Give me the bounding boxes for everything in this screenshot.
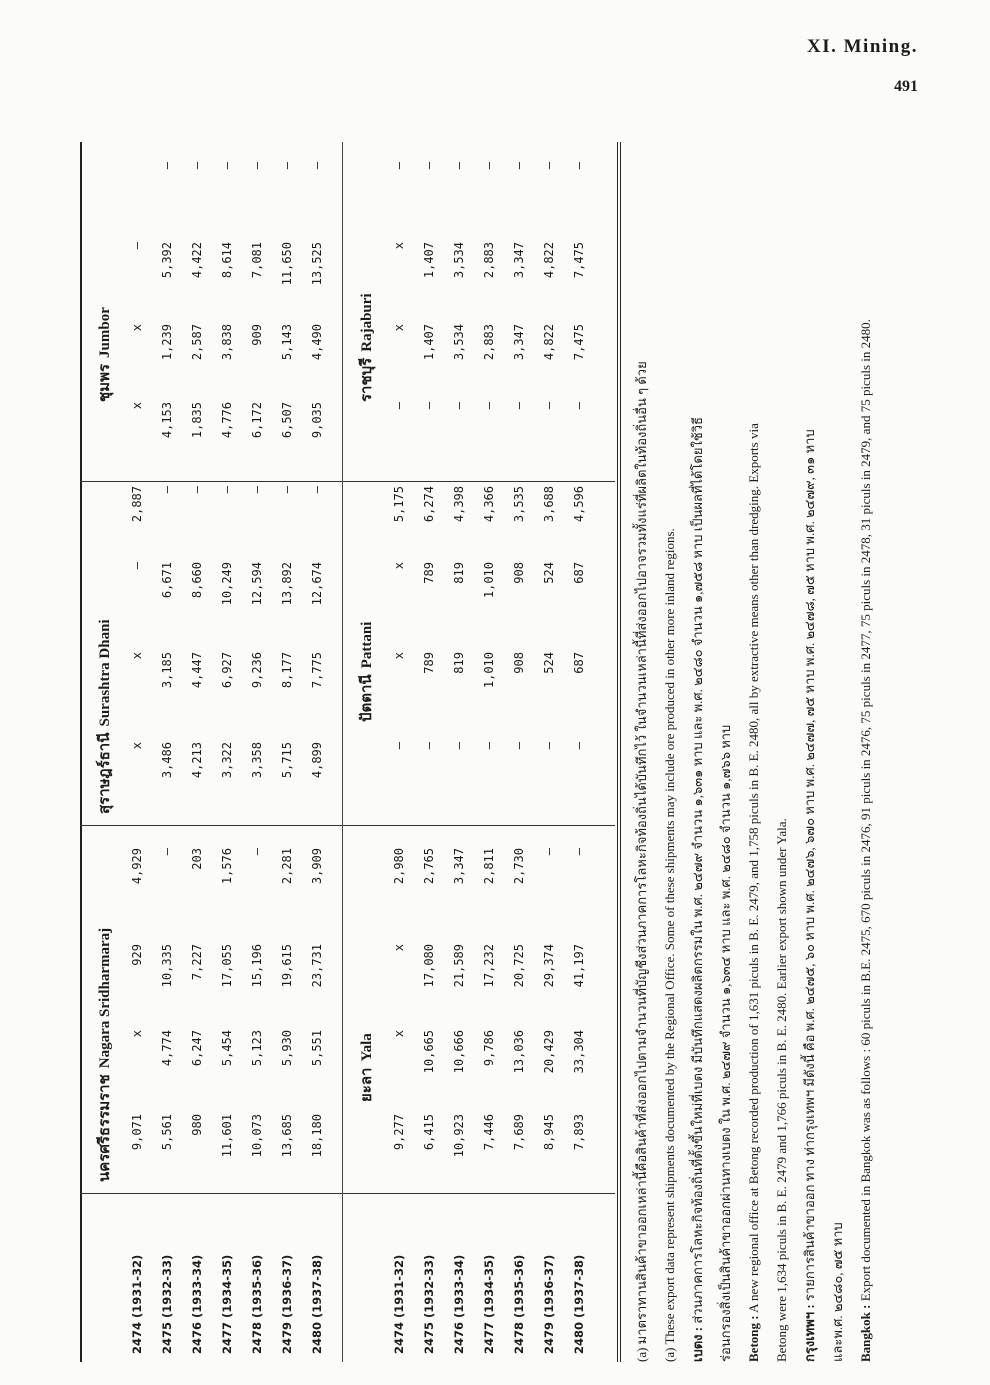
table-cell: — [452, 162, 466, 170]
table-cell: 7,689 [512, 1114, 526, 1151]
header-pattani: ปัตตานีPattani [359, 621, 375, 722]
table-cell: 524 [542, 562, 556, 584]
table-row [242, 142, 272, 1362]
table-cell: — [512, 162, 526, 170]
table-cell: 6,671 [160, 562, 174, 599]
table-cell: 3,347 [512, 242, 526, 279]
table-cell: — [310, 162, 324, 170]
table-cell: 4,596 [572, 486, 586, 523]
table-cell: — [190, 162, 204, 170]
row-year: 2475 (1932-33) [160, 1254, 174, 1354]
table-cell: 4,899 [310, 742, 324, 779]
row-year: 2474 (1931-32) [392, 1254, 406, 1354]
note-a-english: (a) These export data represent shipments documented by the Regional Office. Some of these shipments may include ore produced in other more inland regions. [662, 528, 677, 1362]
table-row [182, 142, 212, 1362]
table-cell: x [130, 1030, 144, 1038]
table-cell: 3,347 [452, 848, 466, 885]
table-row [504, 142, 534, 1362]
table-cell: — [250, 162, 264, 170]
table-cell: 980 [190, 1114, 204, 1136]
table-cell: 9,071 [130, 1114, 144, 1151]
section-title: XI. Mining. [807, 36, 918, 57]
table-cell: 819 [452, 562, 466, 584]
table-cell: 2,587 [190, 324, 204, 361]
table-cell: 1,239 [160, 324, 174, 361]
table-cell: 4,776 [220, 402, 234, 439]
table-cell: 9,277 [392, 1114, 406, 1151]
table-cell: — [452, 402, 466, 410]
table-cell: — [130, 562, 144, 570]
row-year: 2478 (1935-36) [250, 1254, 264, 1354]
table-cell: 819 [452, 652, 466, 674]
table-cell: 13,892 [280, 562, 294, 606]
table-cell: 908 [512, 652, 526, 674]
table-cell: 2,730 [512, 848, 526, 885]
table-cell: 4,774 [160, 1030, 174, 1067]
table-cell: 2,883 [482, 324, 496, 361]
table-cell: x [392, 562, 406, 570]
table-cell: 7,475 [572, 242, 586, 279]
table-cell: 8,177 [280, 652, 294, 689]
table-cell: 1,835 [190, 402, 204, 439]
table-cell: 908 [512, 562, 526, 584]
table-cell: x [130, 324, 144, 332]
table-cell: 5,561 [160, 1114, 174, 1151]
table-cell: 3,347 [512, 324, 526, 361]
table-cell: 9,035 [310, 402, 324, 439]
note-bangkok-english: Bangkok : Export documented in Bangkok was as follows : 60 piculs in B.E. 2475, 670 piculs in 2476, 91 piculs in 2476, 75 piculs in 2477, 75 piculs in 2478, 31 piculs in 2479, and 75 piculs in 2480. [858, 319, 873, 1362]
row-year: 2479 (1936-37) [542, 1254, 556, 1354]
table-cell: 9,786 [482, 1030, 496, 1067]
table-row [414, 142, 444, 1362]
table-row [272, 142, 302, 1362]
table-cell: 5,392 [160, 242, 174, 279]
table-cell: 3,838 [220, 324, 234, 361]
table-cell: 909 [250, 324, 264, 346]
table-row [152, 142, 182, 1362]
table-cell: 10,073 [250, 1114, 264, 1158]
table-cell: 524 [542, 652, 556, 674]
row-year: 2475 (1932-33) [422, 1254, 436, 1354]
table-cell: — [482, 402, 496, 410]
table-cell: 6,415 [422, 1114, 436, 1151]
table-cell: 9,236 [250, 652, 264, 689]
table-cell: — [280, 486, 294, 494]
table-cell: 13,685 [280, 1114, 294, 1158]
table-cell: 4,213 [190, 742, 204, 779]
section-divider [342, 142, 343, 1362]
table-cell: 3,534 [452, 324, 466, 361]
table-cell: 5,143 [280, 324, 294, 361]
table-cell: 33,304 [572, 1030, 586, 1074]
table-row [564, 142, 594, 1362]
note-betong-thai: เบตง : ส่วนภาคการโลหะกิจท้องถิ่นที่ตั้งขึ้นใหม่ที่เบตง มีบันทึกแสดงผลิตกรรมใน พ.ศ. ๒๔๗๙ จำนวน ๑,๖๓๑ หาบ และ พ.ศ. ๒๔๘๐ จำนวน ๑,๗๕๘ หาบ เป็นผลที่ได้โดยใช้วิธี [690, 417, 705, 1362]
row-year: 2474 (1931-32) [130, 1254, 144, 1354]
table-cell: 18,180 [310, 1114, 324, 1158]
table-cell: 2,883 [482, 242, 496, 279]
table-cell: 687 [572, 562, 586, 584]
table-cell: 4,822 [542, 324, 556, 361]
table-cell: 2,281 [280, 848, 294, 885]
table-row [122, 142, 152, 1362]
table-cell: 687 [572, 652, 586, 674]
table-cell: — [512, 402, 526, 410]
row-year: 2480 (1937-38) [310, 1254, 324, 1354]
table-cell: 19,615 [280, 944, 294, 988]
table-cell: 5,123 [250, 1030, 264, 1067]
table-cell: — [392, 162, 406, 170]
rotated-table-page [10, 122, 890, 1362]
table-row [474, 142, 504, 1362]
note-betong-english-cont: Betong were 1,634 piculs in B. E. 2479 and 1,766 piculs in B. E. 2480. Earlier export shown under Yala. [774, 818, 789, 1362]
table-cell: — [220, 486, 234, 494]
table-cell: x [130, 652, 144, 660]
header-chumphon: ชุมพรJumbor [97, 307, 113, 402]
table-cell: — [542, 162, 556, 170]
table-cell: 4,929 [130, 848, 144, 885]
table-cell: 20,429 [542, 1030, 556, 1074]
header-surat: สุราษฎร์ธานีSurashtra Dhani [97, 619, 113, 814]
table-cell: x [130, 402, 144, 410]
row-year: 2478 (1935-36) [512, 1254, 526, 1354]
table-cell: — [572, 742, 586, 750]
table-cell: 1,010 [482, 562, 496, 599]
table-cell: 7,081 [250, 242, 264, 279]
table-cell: 7,775 [310, 652, 324, 689]
table-cell: 7,446 [482, 1114, 496, 1151]
table-cell: 3,486 [160, 742, 174, 779]
table-cell: — [452, 742, 466, 750]
table-cell: — [160, 162, 174, 170]
table-cell: 6,927 [220, 652, 234, 689]
table-cell: x [392, 652, 406, 660]
table-cell: — [422, 742, 436, 750]
table-cell: x [392, 944, 406, 952]
table-cell: — [280, 162, 294, 170]
table-cell: x [392, 242, 406, 250]
table-cell: 6,507 [280, 402, 294, 439]
table-row [302, 142, 332, 1362]
table-cell: 3,688 [542, 486, 556, 523]
table-cell: 2,887 [130, 486, 144, 523]
table-cell: — [220, 162, 234, 170]
table-cell: — [572, 162, 586, 170]
table-cell: 20,725 [512, 944, 526, 988]
table-cell: 1,010 [482, 652, 496, 689]
table-cell: — [482, 742, 496, 750]
table-cell: 3,909 [310, 848, 324, 885]
header-ratchaburi: ราชบุรีRajaburi [359, 293, 375, 402]
table-cell: x [392, 324, 406, 332]
note-a-thai: (a) มาตราทานสินค้าขาออกเหล่านี้คือสินค้าที่ส่งออกไปตามจำนวนที่บัญชีงส่วนภาคการโลหะกิจท้องถิ่นได้บันทึกไว้ ในจำนวนเหล่านี้ที่ส่งออกไปอาจรวมทั้งแร่ที่ผลิตในท้องถิ่นอื่น ๆ ด้วย [634, 361, 649, 1362]
table-cell: 3,535 [512, 486, 526, 523]
table-cell: 3,185 [160, 652, 174, 689]
table-cell: 2,980 [392, 848, 406, 885]
table-cell: x [130, 742, 144, 750]
table-cell: 10,666 [452, 1030, 466, 1074]
table-cell: — [130, 242, 144, 250]
table-cell: 6,172 [250, 402, 264, 439]
table-cell: 4,422 [190, 242, 204, 279]
row-year: 2480 (1937-38) [572, 1254, 586, 1354]
table-cell: — [392, 742, 406, 750]
table-cell: 1,576 [220, 848, 234, 885]
table-cell: 3,322 [220, 742, 234, 779]
table-cell: 4,822 [542, 242, 556, 279]
footnotes [628, 122, 880, 1362]
table-cell: — [542, 742, 556, 750]
table-cell: 4,447 [190, 652, 204, 689]
table-cell: 203 [190, 848, 204, 870]
table-cell: x [392, 1030, 406, 1038]
row-year: 2477 (1934-35) [482, 1254, 496, 1354]
note-bangkok-thai: กรุงเทพฯ : รายการสินค้าขาออก ทาง ท่ากรุงเทพฯ มีดังนี้ คือ พ.ศ. ๒๔๗๕, ๖๐ หาบ พ.ศ. ๒๔๗๖, ๖๗๐ หาบ พ.ศ. ๒๔๗๗, ๗๕ หาบ พ.ศ. ๒๔๗๘, ๗๕ หาบ พ.ศ. ๒๔๗๙, ๓๑ หาบ [802, 429, 817, 1362]
table-cell: — [482, 162, 496, 170]
table-cell: 17,232 [482, 944, 496, 988]
table-cell: — [190, 486, 204, 494]
table-cell: 789 [422, 562, 436, 584]
table-cell: — [310, 486, 324, 494]
table-cell: 1,407 [422, 242, 436, 279]
table-cell: 17,055 [220, 944, 234, 988]
table-cell: 13,036 [512, 1030, 526, 1074]
table-cell: 3,534 [452, 242, 466, 279]
table-cell: — [250, 486, 264, 494]
table-cell: 17,080 [422, 944, 436, 988]
table-cell: — [422, 402, 436, 410]
table-cell: 41,197 [572, 944, 586, 988]
table-cell: 789 [422, 652, 436, 674]
table-cell: — [250, 848, 264, 856]
table-cell: 10,249 [220, 562, 234, 606]
row-year: 2477 (1934-35) [220, 1254, 234, 1354]
table-cell: 4,398 [452, 486, 466, 523]
table-cell: 7,475 [572, 324, 586, 361]
table-row [212, 142, 242, 1362]
row-year: 2476 (1933-34) [452, 1254, 466, 1354]
table-cell: 5,175 [392, 486, 406, 523]
table-cell: 8,660 [190, 562, 204, 599]
table-cell: 2,811 [482, 848, 496, 885]
table-cell: 15,196 [250, 944, 264, 988]
table-cell: 2,765 [422, 848, 436, 885]
table-cell: — [160, 848, 174, 856]
note-betong-thai-cont: ร่อนกรองสิ่งเป็นสินค้าขาออกผ่านทางเบตง ใน พ.ศ. ๒๔๗๙ จำนวน ๑,๖๓๔ หาบ และ พ.ศ. ๒๔๘๐ จำนวน ๑,๗๖๖ หาบ [718, 724, 733, 1362]
table-cell: 4,153 [160, 402, 174, 439]
table-cell: 6,247 [190, 1030, 204, 1067]
table-cell: 29,374 [542, 944, 556, 988]
table-cell: 1,407 [422, 324, 436, 361]
table-cell: 929 [130, 944, 144, 966]
table-cell: 13,525 [310, 242, 324, 286]
table-row [534, 142, 564, 1362]
table-cell: 5,930 [280, 1030, 294, 1067]
table-row [384, 142, 414, 1362]
table-cell: 6,274 [422, 486, 436, 523]
table-cell: 5,551 [310, 1030, 324, 1067]
table-cell: 3,358 [250, 742, 264, 779]
row-year: 2476 (1933-34) [190, 1254, 204, 1354]
table-cell: — [512, 742, 526, 750]
table-cell: — [422, 162, 436, 170]
table-cell: 4,366 [482, 486, 496, 523]
table-cell: 7,893 [572, 1114, 586, 1151]
table-cell: 7,227 [190, 944, 204, 981]
table-cell: — [572, 402, 586, 410]
page-number: 491 [894, 78, 918, 95]
table-cell: 5,715 [280, 742, 294, 779]
table-cell: 12,674 [310, 562, 324, 606]
table-cell: — [542, 848, 556, 856]
note-bangkok-thai-cont: และพ.ศ. ๒๔๘๐, ๗๕ หาบ [830, 1222, 845, 1362]
table-row [444, 142, 474, 1362]
table-cell: — [160, 486, 174, 494]
table-cell: 12,594 [250, 562, 264, 606]
table-cell: — [392, 402, 406, 410]
row-year: 2479 (1936-37) [280, 1254, 294, 1354]
table-cell: 10,335 [160, 944, 174, 988]
table-cell: 4,490 [310, 324, 324, 361]
header-nagara: นครศรีธรรมราชNagara Sridharmaraj [97, 927, 113, 1182]
table-cell: 21,589 [452, 944, 466, 988]
table-cell: 11,601 [220, 1114, 234, 1158]
header-yala: ยะลาYala [359, 1033, 375, 1102]
table-cell: 10,923 [452, 1114, 466, 1158]
table-cell: 8,614 [220, 242, 234, 279]
note-betong-english: Betong : A new regional office at Betong recorded production of 1,631 piculs in B. E. 2479, and 1,758 piculs in B. E. 2480, all by extractive means other than dredging. Exports via [746, 423, 761, 1362]
table-cell: 8,945 [542, 1114, 556, 1151]
table-cell: 23,731 [310, 944, 324, 988]
table-cell: — [542, 402, 556, 410]
table-cell: 5,454 [220, 1030, 234, 1067]
table-cell: — [572, 848, 586, 856]
table-cell: 10,665 [422, 1030, 436, 1074]
table-cell: 11,650 [280, 242, 294, 286]
